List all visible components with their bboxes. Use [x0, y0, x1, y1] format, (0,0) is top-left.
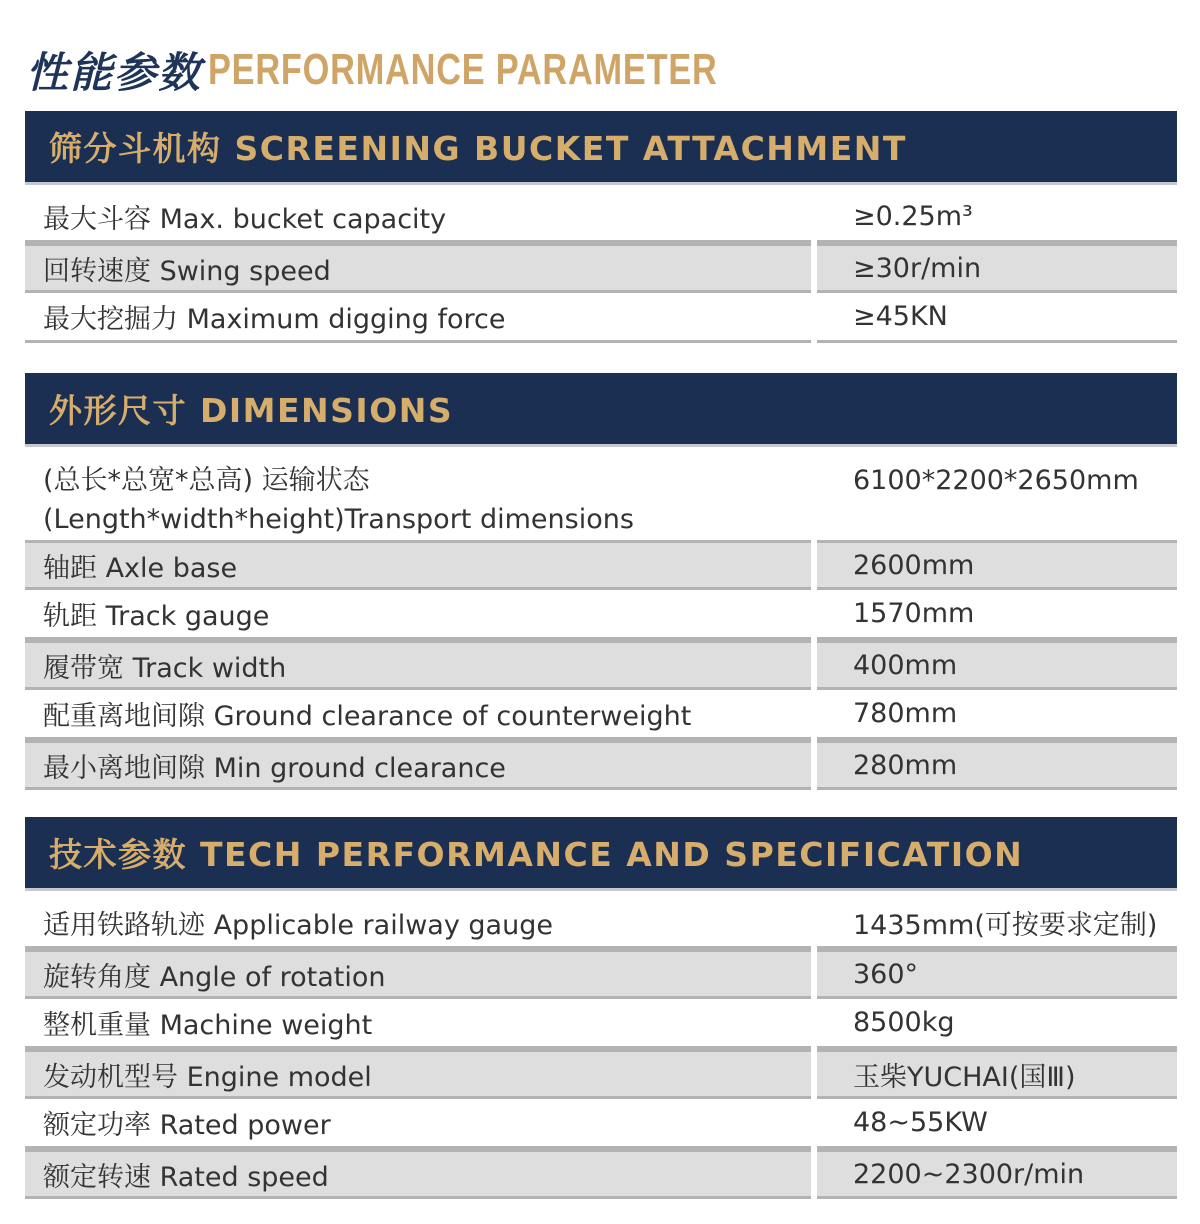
row-value: 48~55KW	[817, 1099, 1177, 1149]
table-row	[25, 540, 1177, 590]
section-dimensions	[25, 373, 1177, 790]
row-label: 回转速度 Swing speed	[25, 243, 811, 293]
section-tech-specification	[25, 817, 1177, 1199]
row-label: 额定转速 Rated speed	[25, 1149, 811, 1199]
row-label: 配重离地间隙 Ground clearance of counterweight	[25, 690, 811, 740]
row-label: (总长*总宽*总高) 运输状态 (Length*width*height)Transport dimensions	[43, 465, 634, 535]
table-row	[25, 1049, 1177, 1099]
title-english: PERFORMANCE PARAMETER	[208, 45, 718, 94]
row-value: 玉柴YUCHAI(国Ⅲ)	[817, 1049, 1177, 1099]
row-label: 整机重量 Machine weight	[25, 999, 811, 1049]
row-label: 额定功率 Rated power	[25, 1099, 811, 1149]
table-row	[25, 455, 1177, 540]
table-row	[25, 640, 1177, 690]
page-title	[26, 42, 861, 98]
table-row	[25, 949, 1177, 999]
row-label: 最大挖掘力 Maximum digging force	[25, 293, 811, 343]
row-value: ≥45KN	[817, 293, 1177, 343]
row-label: 适用铁路轨迹 Applicable railway gauge	[25, 899, 811, 949]
row-label: 发动机型号 Engine model	[25, 1049, 811, 1099]
row-value: 400mm	[817, 640, 1177, 690]
title-chinese: 性能参数	[26, 48, 203, 97]
table-row	[25, 293, 1177, 343]
row-label: 旋转角度 Angle of rotation	[25, 949, 811, 999]
row-label: 轴距 Axle base	[25, 540, 811, 590]
table-row	[25, 899, 1177, 949]
table-row	[25, 999, 1177, 1049]
section-heading: 筛分斗机构 SCREENING BUCKET ATTACHMENT	[25, 111, 1177, 185]
row-value: 2200~2300r/min	[817, 1149, 1177, 1199]
row-value: 8500kg	[817, 999, 1177, 1049]
row-label: 履带宽 Track width	[25, 640, 811, 690]
table-row	[25, 740, 1177, 790]
row-value: 1570mm	[817, 590, 1177, 640]
table-row	[25, 193, 1177, 243]
row-value: ≥0.25m³	[817, 193, 1177, 243]
row-value: 6100*2200*2650mm	[853, 465, 1139, 496]
row-label: 最大斗容 Max. bucket capacity	[25, 193, 811, 243]
row-value: 360°	[817, 949, 1177, 999]
table-row	[25, 1149, 1177, 1199]
row-value: 280mm	[817, 740, 1177, 790]
section-heading: 外形尺寸 DIMENSIONS	[25, 373, 1177, 447]
table-row	[25, 243, 1177, 293]
table-row	[25, 1099, 1177, 1149]
row-value: 780mm	[817, 690, 1177, 740]
row-value: 1435mm(可按要求定制)	[817, 899, 1177, 949]
row-label: 轨距 Track gauge	[25, 590, 811, 640]
row-label: 最小离地间隙 Min ground clearance	[25, 740, 811, 790]
section-heading: 技术参数 TECH PERFORMANCE AND SPECIFICATION	[25, 817, 1177, 891]
row-value: 2600mm	[817, 540, 1177, 590]
section-screening-bucket	[25, 111, 1177, 343]
table-row	[25, 590, 1177, 640]
row-value: ≥30r/min	[817, 243, 1177, 293]
table-row	[25, 690, 1177, 740]
